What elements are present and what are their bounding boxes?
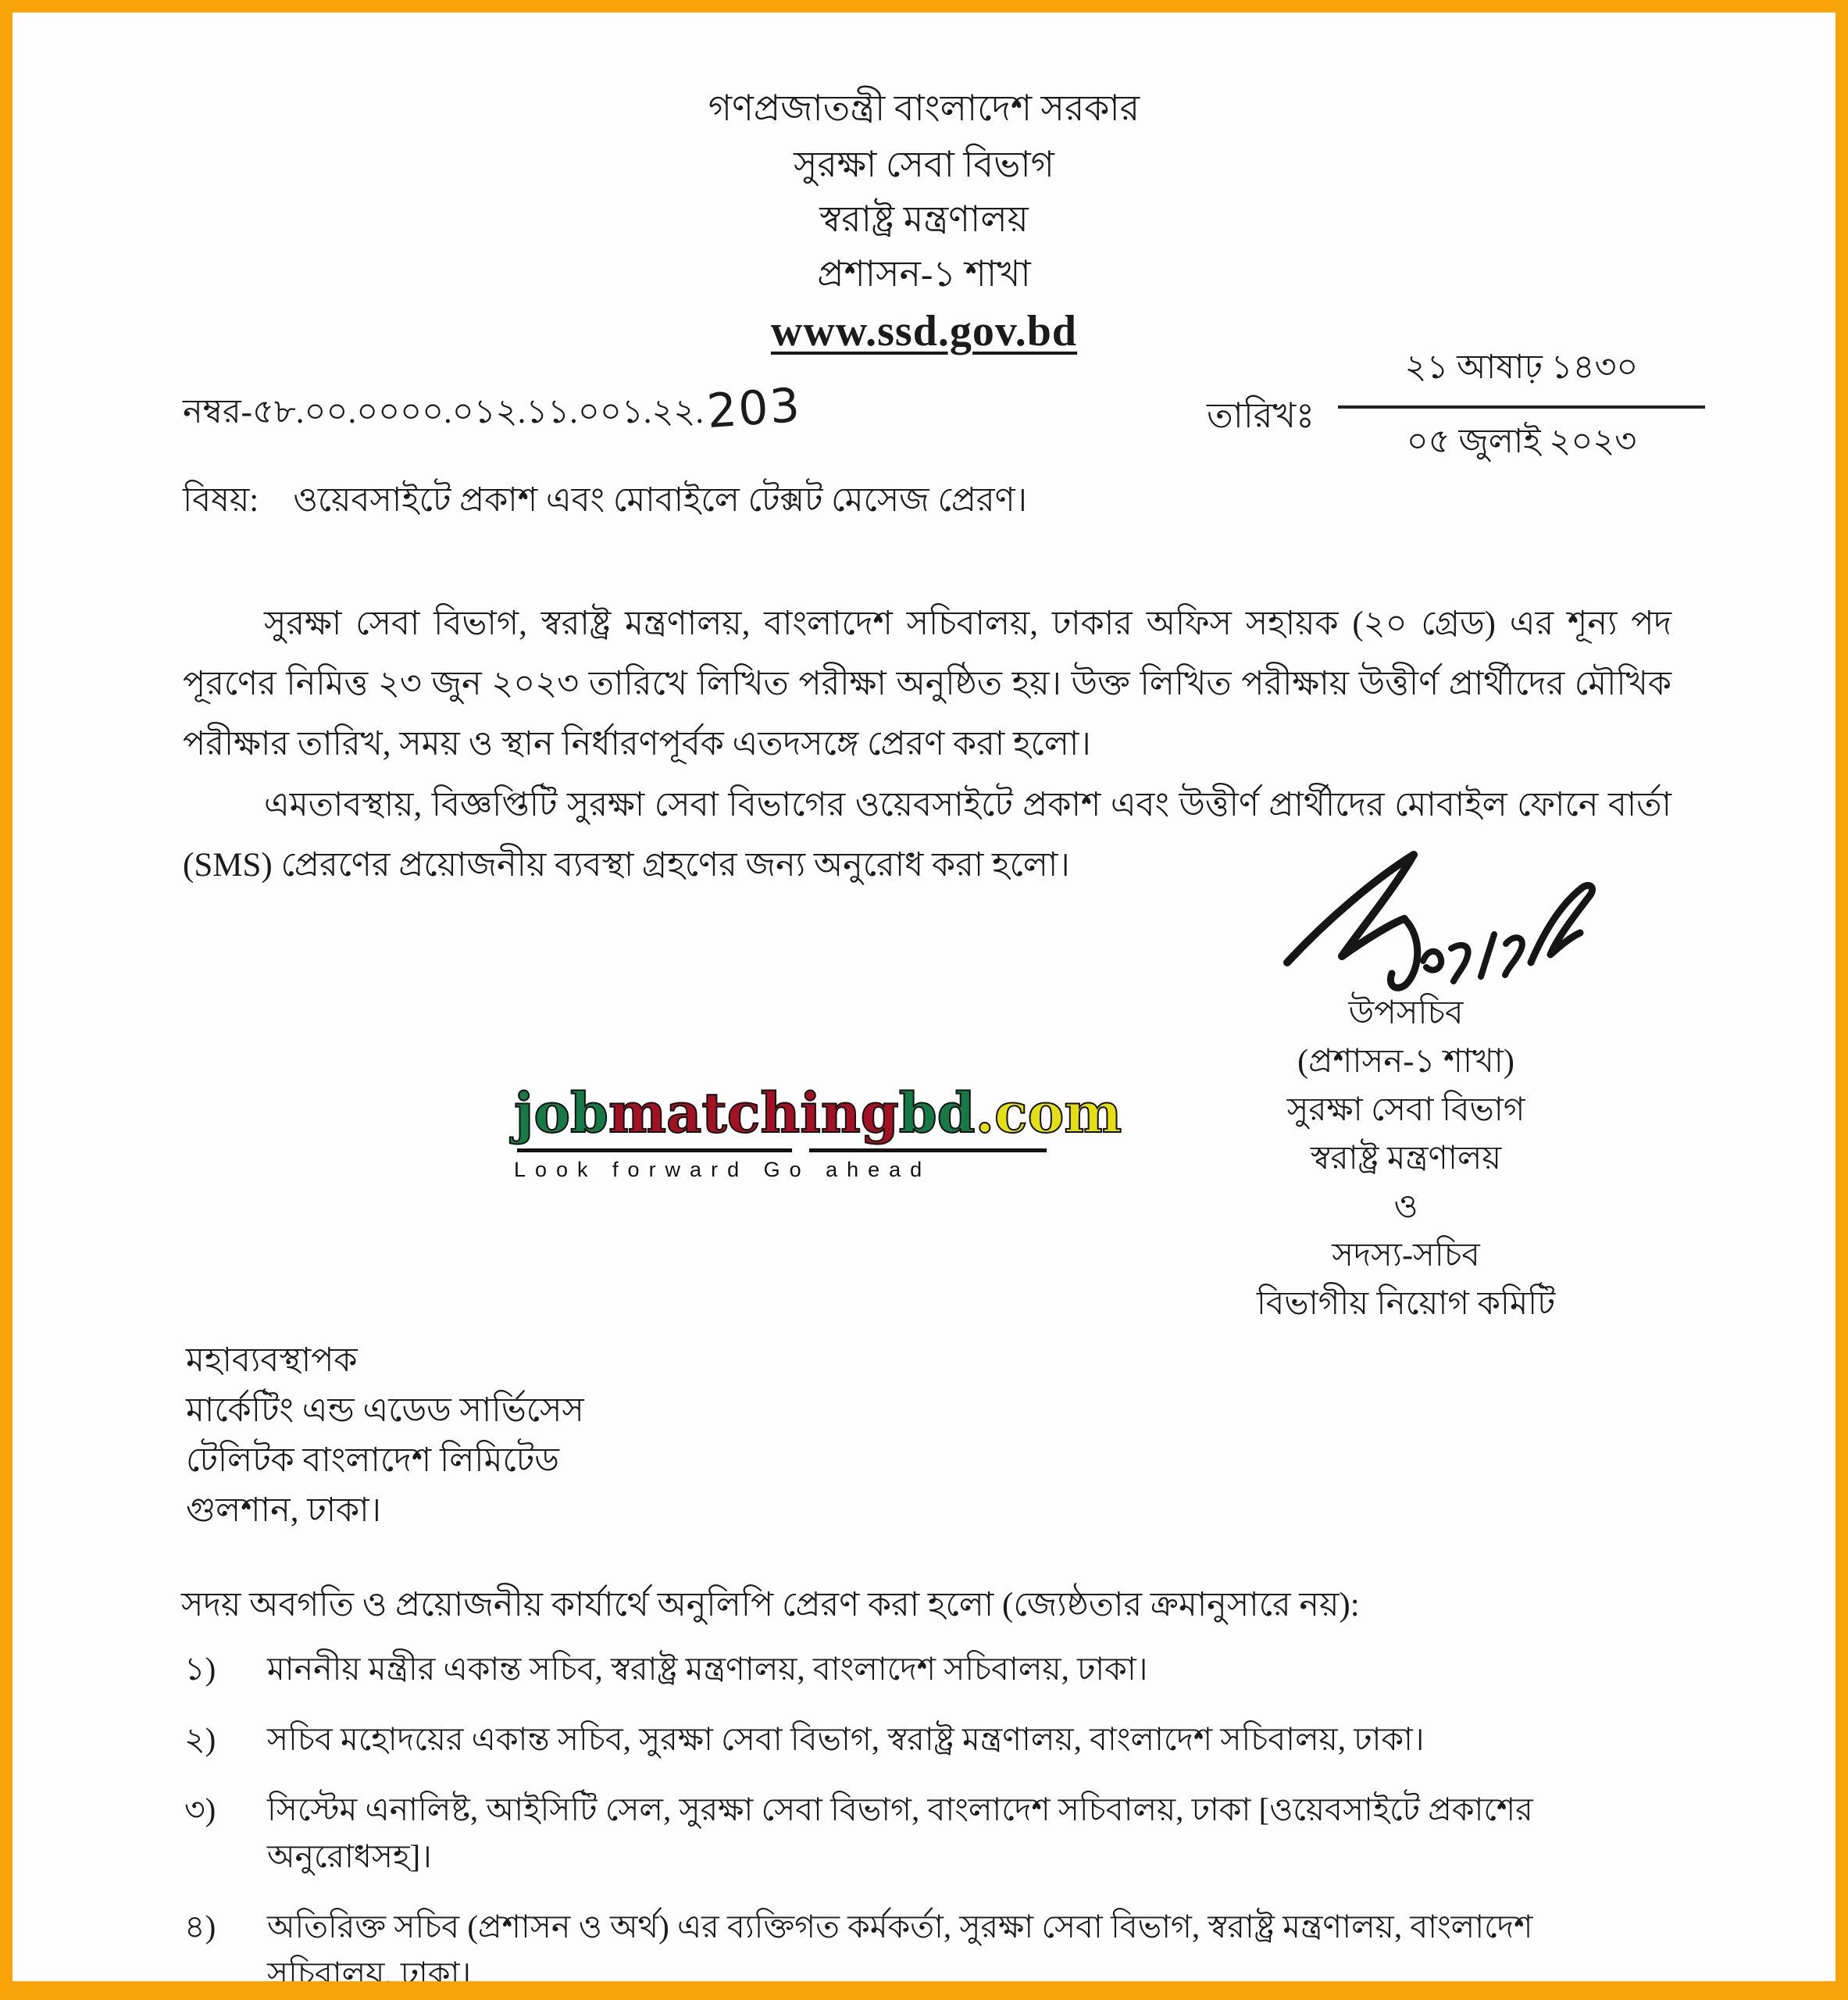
date-gregorian: ০৫ জুলাই ২০২৩ xyxy=(1406,423,1637,460)
logo-segment-bd: bd xyxy=(898,1080,976,1145)
cc-item-3-number: ৩) xyxy=(184,1791,216,1827)
cc-item-2-number: ২) xyxy=(184,1721,216,1757)
addressee-location: গুলশান, ঢাকা। xyxy=(186,1492,381,1529)
division-title: সুরক্ষা সেবা বিভাগ xyxy=(794,145,1054,184)
date-bangla: ২১ আষাঢ় ১৪৩০ xyxy=(1338,342,1705,409)
government-title: গণপ্রজাতন্ত্রী বাংলাদেশ সরকার xyxy=(708,88,1140,128)
cc-list xyxy=(184,1645,1653,2000)
cc-item-2-text: সচিব মহোদয়ের একান্ত সচিব, সুরক্ষা সেবা বিভাগ, স্বরাষ্ট্র মন্ত্রণালয়, বাংলাদেশ সচিবালয়, ঢাকা। xyxy=(267,1721,1425,1757)
logo-underline-left xyxy=(517,1148,792,1152)
subject-line xyxy=(183,475,1027,530)
cc-item-4 xyxy=(184,1903,1653,1997)
logo-segment-com: .com xyxy=(975,1080,1122,1145)
cc-item-1 xyxy=(184,1645,1653,1692)
subject-label: বিষয়: xyxy=(183,482,259,519)
logo-tagline: Look forward Go ahead xyxy=(514,1158,932,1181)
signatory-designation: উপসচিব xyxy=(1348,995,1464,1031)
watermark-logo xyxy=(514,1080,1122,1182)
signatory-and: ও xyxy=(1393,1189,1418,1225)
memo-number xyxy=(183,377,804,442)
addressee-department: মার্কেটিং এন্ড এডেড সার্ভিসেস xyxy=(186,1392,584,1429)
ministry-title: স্বরাষ্ট্র মন্ত্রণালয় xyxy=(819,199,1029,239)
signatory-committee: বিভাগীয় নিয়োগ কমিটি xyxy=(1256,1286,1556,1322)
addressee-block xyxy=(186,1336,584,1536)
signatory-branch: (প্রশাসন-১ শাখা) xyxy=(1297,1044,1514,1080)
signature-scrawl xyxy=(1273,844,1609,1009)
addressee-company: টেলিটক বাংলাদেশ লিমিটেড xyxy=(186,1442,559,1479)
cc-intro-line: সদয় অবগতি ও প্রয়োজনীয় কার্যার্থে অনুলিপি প্রেরণ করা হলো (জ্যেষ্ঠতার ক্রমানুসারে নয়): xyxy=(181,1587,1360,1623)
logo-underline-right xyxy=(809,1148,1047,1152)
cc-item-1-number: ১) xyxy=(184,1651,216,1687)
watermark-logo-text xyxy=(514,1080,1122,1145)
cc-item-2 xyxy=(184,1716,1653,1762)
memo-number-handwritten: 203 xyxy=(705,377,804,440)
website-url: www.ssd.gov.bd xyxy=(770,307,1078,355)
cc-item-3 xyxy=(184,1786,1653,1880)
addressee-designation: মহাব্যবস্থাপক xyxy=(186,1342,358,1379)
subject-text: ওয়েবসাইটে প্রকাশ এবং মোবাইলে টেক্সট মেসেজ প্রেরণ। xyxy=(293,482,1027,519)
cc-item-3-text: সিস্টেম এনালিষ্ট, আইসিটি সেল, সুরক্ষা সেবা বিভাগ, বাংলাদেশ সচিবালয়, ঢাকা [ওয়েবসাইটে প্রকাশের অনুরোধসহ]। xyxy=(267,1791,1533,1874)
date-block xyxy=(1207,342,1705,472)
cc-item-4-number: ৪) xyxy=(184,1909,216,1945)
signatory-member-secretary: সদস্য-সচিব xyxy=(1332,1238,1480,1273)
memo-number-printed: নম্বর-৫৮.০০.০০০০.০১২.১১.০০১.২২. xyxy=(183,394,705,430)
cc-item-1-text: মাননীয় মন্ত্রীর একান্ত সচিব, স্বরাষ্ট্র মন্ত্রণালয়, বাংলাদেশ সচিবালয়, ঢাকা। xyxy=(267,1651,1148,1687)
cc-item-4-text: অতিরিক্ত সচিব (প্রশাসন ও অর্থ) এর ব্যক্তিগত কর্মকর্তা, সুরক্ষা সেবা বিভাগ, স্বরাষ্ট্র মন্ত্রণালয়, বাংলাদেশ সচিবালয়, ঢাকা। xyxy=(267,1909,1533,1991)
signatory-division: সুরক্ষা সেবা বিভাগ xyxy=(1286,1092,1525,1128)
logo-segment-matching: matching xyxy=(608,1080,899,1145)
date-values xyxy=(1338,342,1705,472)
signature-block xyxy=(1148,989,1664,1328)
body-paragraph-1: সুরক্ষা সেবা বিভাগ, স্বরাষ্ট্র মন্ত্রণালয়, বাংলাদেশ সচিবালয়, ঢাকার অফিস সহায়ক (২০ গ্রেড) এর শূন্য পদ পূরণের নিমিত্ত ২৩ জুন ২০২৩ তারিখে লিখিত পরীক্ষা অনুষ্ঠিত হয়। উক্ত লিখিত পরীক্ষায় উত্তীর্ণ প্রার্থীদের মৌখিক পরীক্ষার তারিখ, সময় ও স্থান নির্ধারণপূর্বক এতদসঙ্গে প্রেরণ করা হলো। xyxy=(183,605,1671,762)
signatory-ministry: স্বরাষ্ট্র মন্ত্রণালয় xyxy=(1310,1141,1502,1177)
branch-title: প্রশাসন-১ শাখা xyxy=(817,254,1031,294)
logo-segment-job: job xyxy=(514,1080,608,1145)
body-paragraph-2: এমতাবস্থায়, বিজ্ঞপ্তিটি সুরক্ষা সেবা বিভাগের ওয়েবসাইটে প্রকাশ এবং উত্তীর্ণ প্রার্থীদের মোবাইল ফোনে বার্তা (SMS) প্রেরণের প্রয়োজনীয় ব্যবস্থা গ্রহণের জন্য অনুরোধ করা হলো। xyxy=(183,787,1671,884)
date-label: তারিখঃ xyxy=(1207,395,1315,435)
